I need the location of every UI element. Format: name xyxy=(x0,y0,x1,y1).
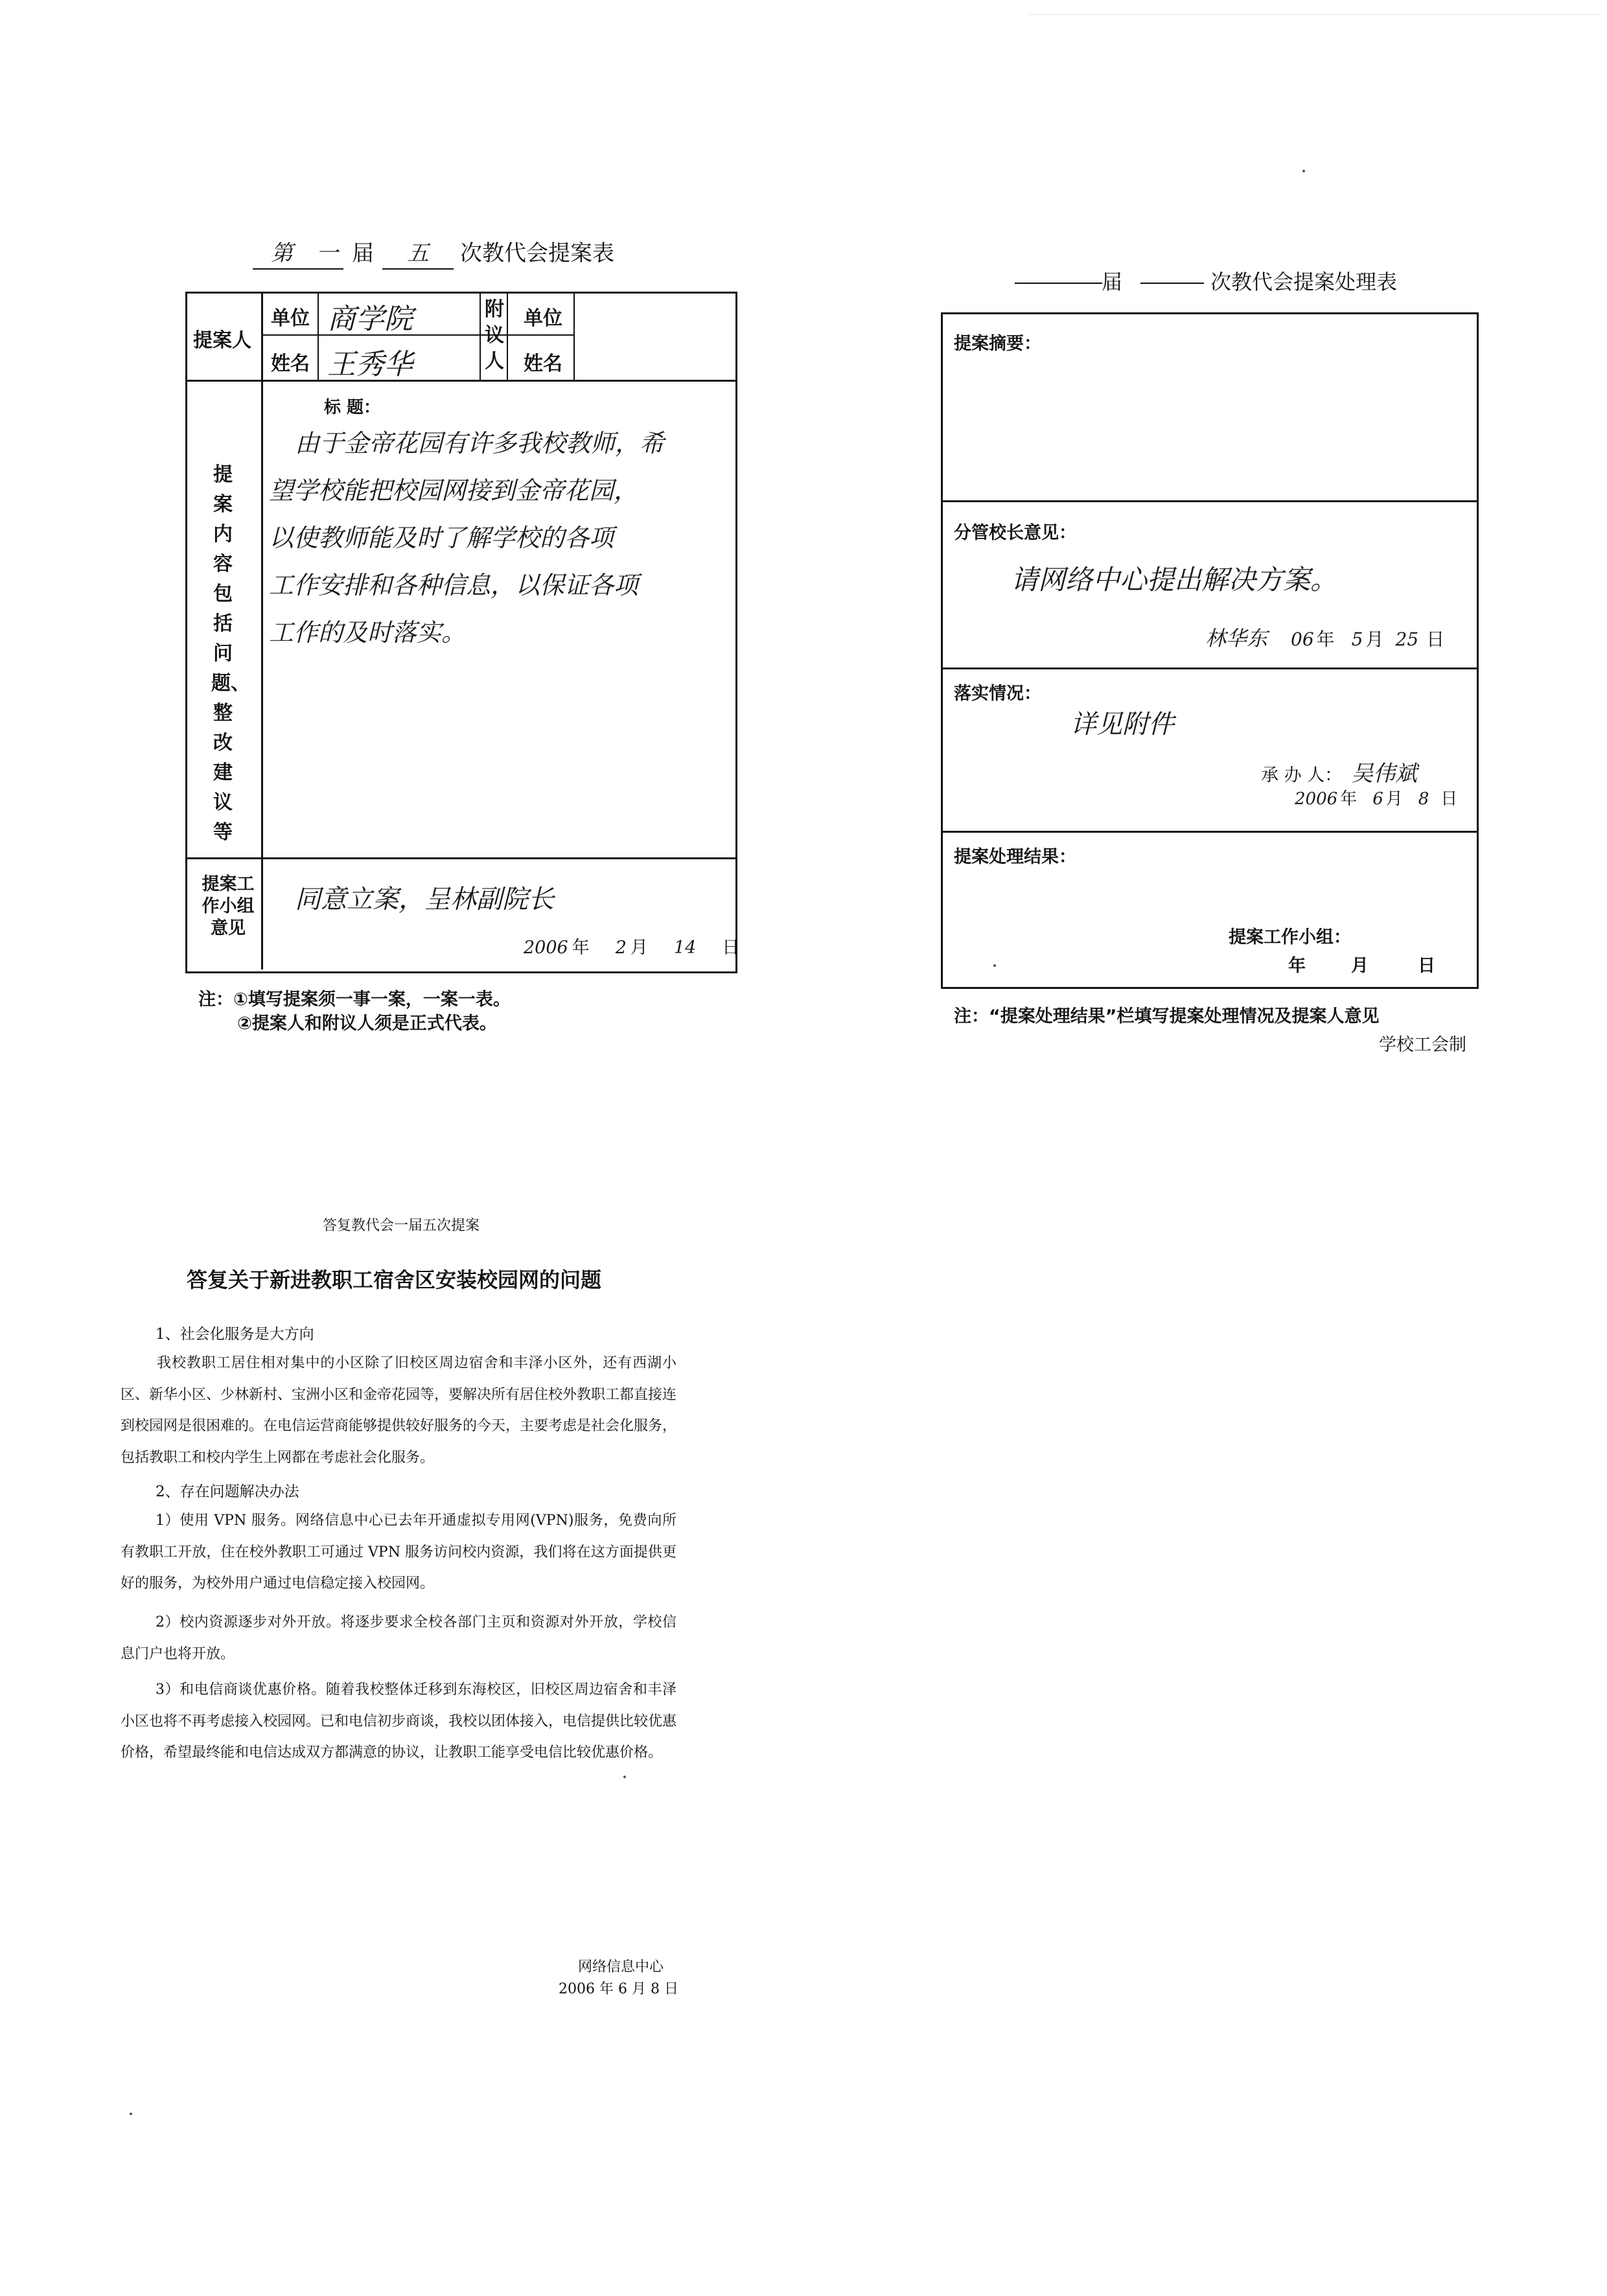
group-opinion-date xyxy=(524,933,739,958)
title-suffix: 次教代会提案表 xyxy=(460,240,614,266)
date-year: 2006 xyxy=(524,938,568,958)
form-maker: 学校工会制 xyxy=(1379,1035,1466,1055)
reply-date: 2006 年 6 月 8 日 xyxy=(559,1981,678,1997)
unit-value: 商学院 xyxy=(327,303,413,336)
vp-date-year-unit: 年 xyxy=(1316,629,1335,650)
paragraph-4: 3）和电信商谈优惠价格。随着我校整体迁移到东海校区，旧校区周边宿舍和丰泽小区也将不再考虑接入校园网。已和电信初步商谈，我校以团体接入，电信提供比较优惠价格，希望最终能和电信达成双方都满意的协议，让教职工能享受电信比较优惠价格。 xyxy=(121,1682,677,1761)
scan-speck xyxy=(130,2113,132,2115)
date-month-unit: 月 xyxy=(630,938,648,958)
handler-label: 承 办 人： xyxy=(1261,765,1343,785)
handler-date-year-unit: 年 xyxy=(1340,789,1358,809)
handler-date xyxy=(1295,785,1457,809)
vp-opinion-value: 请网络中心提出解决方案。 xyxy=(1011,564,1338,596)
reply-caption: 答复教代会一届五次提案 xyxy=(323,1218,480,1234)
session-word: 届 xyxy=(352,240,374,266)
name-value: 王秀华 xyxy=(327,348,413,381)
vp-date-day: 25 xyxy=(1395,629,1419,650)
cosigner-unit-label: 单位 xyxy=(524,307,562,330)
content-line: 以使教师能及时了解学校的各项 xyxy=(269,524,614,552)
vp-date-year: 06 xyxy=(1291,629,1314,650)
processing-session-word: 届 xyxy=(1102,270,1123,294)
content-line: 由于金帝花园有许多我校教师，希 xyxy=(295,429,665,458)
cosigner-name-label: 姓名 xyxy=(524,353,562,375)
cosigner-label: 附议人 xyxy=(485,298,504,373)
vp-opinion-label: 分管校长意见： xyxy=(954,523,1076,543)
vp-date-day-unit: 日 xyxy=(1426,629,1445,650)
result-year-unit: 年 xyxy=(1288,956,1306,976)
reply-title: 答复关于新进教职工宿舍区安装校园网的问题 xyxy=(187,1268,602,1292)
handler-date-month: 6 xyxy=(1372,789,1383,809)
result-month-unit: 月 xyxy=(1351,956,1369,976)
processing-form-title: 次教代会提案处理表 xyxy=(1210,270,1398,294)
paragraph-1: 我校教职工居住相对集中的小区除了旧校区周边宿舍和丰泽小区外，还有西湖小区、新华小区、少林新村、宝洲小区和金帝花园等，要解决所有居住校外教职工都直接连到校园网是很困难的。在电信运营商能够提供较好服务的今天，主要考虑是社会化服务，包括教职工和校内学生上网都在考虑社会化服务。 xyxy=(121,1355,677,1466)
date-month: 2 xyxy=(615,938,627,958)
processing-note: 注：“提案处理结果”栏填写提案处理情况及提案人意见 xyxy=(954,1006,1380,1026)
handler-date-year: 2006 xyxy=(1295,789,1338,809)
unit-label: 单位 xyxy=(271,307,310,330)
content-line: 工作的及时落实。 xyxy=(269,618,467,647)
scan-speck xyxy=(993,964,996,967)
note-2: ②提案人和附议人须是正式代表。 xyxy=(237,1014,497,1034)
proposer-label: 提案人 xyxy=(193,329,251,352)
result-date xyxy=(1288,951,1435,977)
content-line: 工作安排和各种信息，以保证各项 xyxy=(269,571,639,599)
name-label: 姓名 xyxy=(271,353,310,375)
date-year-unit: 年 xyxy=(572,938,590,958)
proposal-form-title xyxy=(253,238,614,268)
summary-label: 提案摘要： xyxy=(954,334,1041,354)
handler-date-day: 8 xyxy=(1418,789,1429,809)
meeting-number: 五 xyxy=(382,238,454,270)
vp-date-month-unit: 月 xyxy=(1365,629,1384,650)
section-1-heading: 1、社会化服务是大方向 xyxy=(156,1326,314,1343)
scan-edge xyxy=(1029,14,1599,15)
handler-date-day-unit: 日 xyxy=(1440,789,1458,809)
paragraph-2: 1）使用 VPN 服务。网络信息中心已去年开通虚拟专用网(VPN)服务，免费向所有教职工开放，住在校外教职工可通过 VPN 服务访问校内资源，我们将在这方面提供更好的服务，为校外用户通过电信稳定接入校园网。 xyxy=(121,1513,676,1592)
handler-signature: 吴伟斌 xyxy=(1351,761,1418,787)
implementation-label: 落实情况： xyxy=(954,684,1041,704)
handler-date-month-unit: 月 xyxy=(1385,789,1403,809)
subject-label: 标 题： xyxy=(324,398,381,417)
content-label: 提案内容包括问题、整改建议等 xyxy=(211,463,250,844)
group-opinion-label: 提案工作小组意见 xyxy=(202,874,255,938)
date-day-unit: 日 xyxy=(722,938,740,958)
reply-signer: 网络信息中心 xyxy=(578,1959,664,1975)
group-label: 提案工作小组： xyxy=(1229,927,1351,947)
scan-speck xyxy=(623,1776,626,1778)
note-1: 注：①填写提案须一事一案，一案一表。 xyxy=(198,990,511,1010)
handler-line xyxy=(1261,756,1417,787)
group-opinion-value: 同意立案，呈林副院长 xyxy=(295,885,554,914)
proposal-content xyxy=(269,420,735,656)
content-line: 望学校能把校园网接到金帝花园， xyxy=(269,476,639,505)
vp-date-month: 5 xyxy=(1351,629,1363,650)
paragraph-3: 2）校内资源逐步对外开放。将逐步要求全校各部门主页和资源对外开放，学校信息门户也将开放。 xyxy=(121,1614,676,1662)
title-prefix: 第 xyxy=(253,238,311,270)
date-day: 14 xyxy=(673,938,697,958)
session-number: 一 xyxy=(311,238,343,270)
scan-speck xyxy=(1302,170,1305,172)
result-day-unit: 日 xyxy=(1418,956,1435,976)
vp-signature: 林华东 xyxy=(1205,626,1268,651)
result-label: 提案处理结果： xyxy=(954,847,1076,867)
vp-signature-line xyxy=(1205,622,1444,652)
section-2-heading: 2、存在问题解决办法 xyxy=(156,1483,299,1500)
implementation-value: 详见附件 xyxy=(1070,710,1174,739)
